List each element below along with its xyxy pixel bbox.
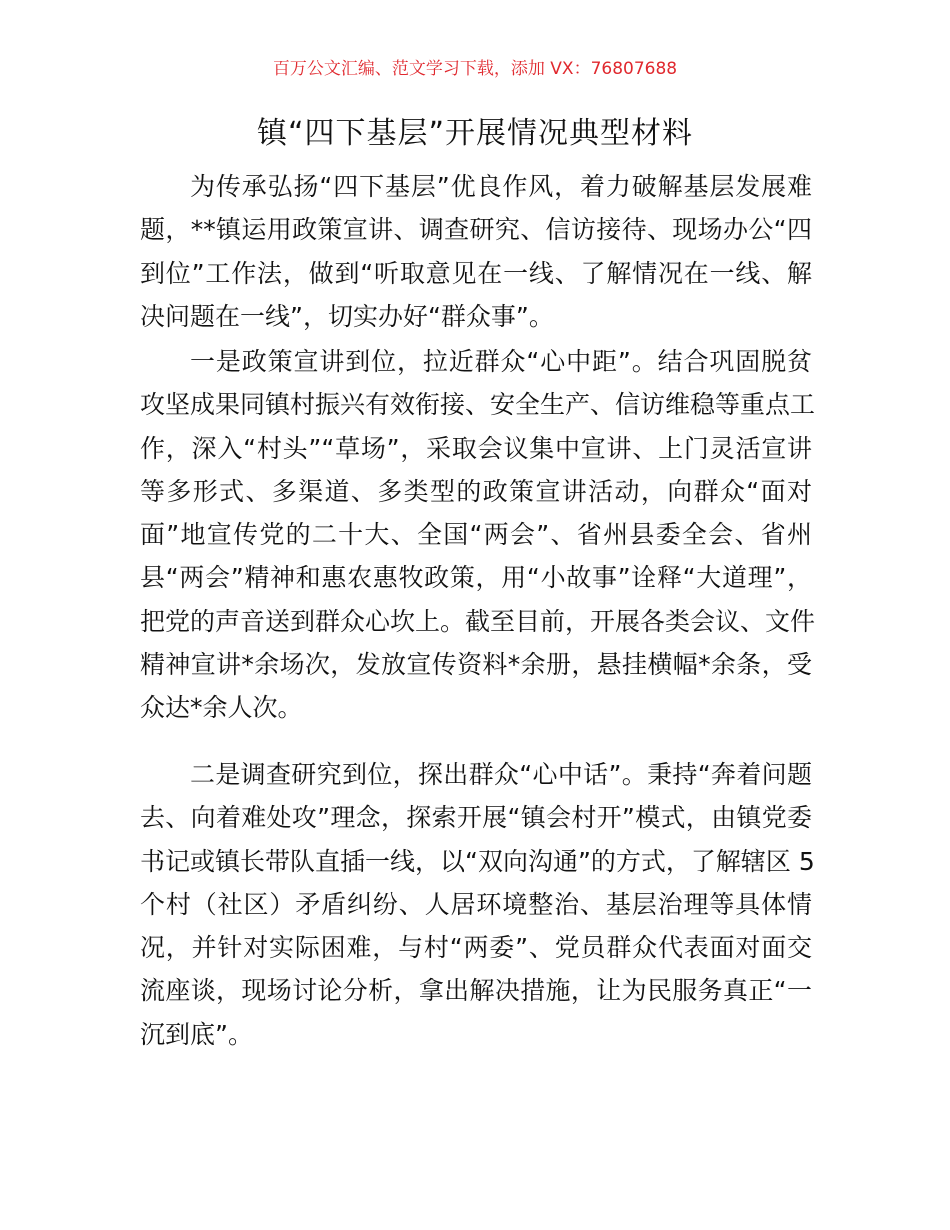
paragraph-investigation [140, 753, 815, 1056]
text-line: 沉到底”。 [140, 1019, 253, 1049]
paragraph-intro [140, 165, 812, 338]
text-line: 等多形式、多渠道、多类型的政策宣讲活动，向群众“面对 [140, 476, 812, 506]
watermark-header: 百万公文汇编、范文学习下载，添加 VX：76807688 [272, 59, 678, 79]
text-line: 面”地宣传党的二十大、全国“两会”、省州县委全会、省州 [140, 520, 812, 550]
text-line: 作，深入“村头”“草场”，采取会议集中宣讲、上门灵活宣讲 [140, 433, 812, 463]
text-line: 攻坚成果同镇村振兴有效衔接、安全生产、信访维稳等重点工 [140, 390, 816, 420]
text-line: 况，并针对实际困难，与村“两委”、党员群众代表面对面交 [140, 933, 812, 963]
paragraph-policy-publicity [140, 340, 816, 730]
text-line: 书记或镇长带队直插一线，以“双向沟通”的方式，了解辖区 5 [140, 846, 815, 876]
document-title: 镇“四下基层”开展情况典型材料 [256, 116, 694, 151]
text-line: 到位”工作法，做到“听取意见在一线、了解情况在一线、解 [140, 258, 812, 288]
text-line: 为传承弘扬“四下基层”优良作风，着力破解基层发展难 [190, 172, 812, 201]
text-line: 决问题在一线”，切实办好“群众事”。 [140, 301, 554, 331]
text-line: 流座谈，现场讨论分析，拿出解决措施，让为民服务真正“一 [140, 976, 812, 1006]
text-line: 精神宣讲*余场次，发放宣传资料*余册，悬挂横幅*余条，受 [140, 650, 812, 680]
text-line: 众达*余人次。 [140, 693, 303, 723]
text-line: 把党的声音送到群众心坎上。截至目前，开展各类会议、文件 [140, 606, 816, 636]
text-line: 县“两会”精神和惠农惠牧政策，用“小故事”诠释“大道理”， [140, 563, 812, 593]
text-line: 题，**镇运用政策宣讲、调查研究、信访接待、现场办公“四 [140, 215, 812, 245]
text-line: 二是调查研究到位，探出群众“心中话”。秉持“奔着问题 [190, 760, 812, 789]
text-line: 去、向着难处攻”理念，探索开展“镇会村开”模式，由镇党委 [140, 803, 812, 833]
text-line: 个村（社区）矛盾纠纷、人居环境整治、基层治理等具体情 [140, 889, 812, 919]
text-line: 一是政策宣讲到位，拉近群众“心中距”。结合巩固脱贫 [190, 347, 812, 376]
